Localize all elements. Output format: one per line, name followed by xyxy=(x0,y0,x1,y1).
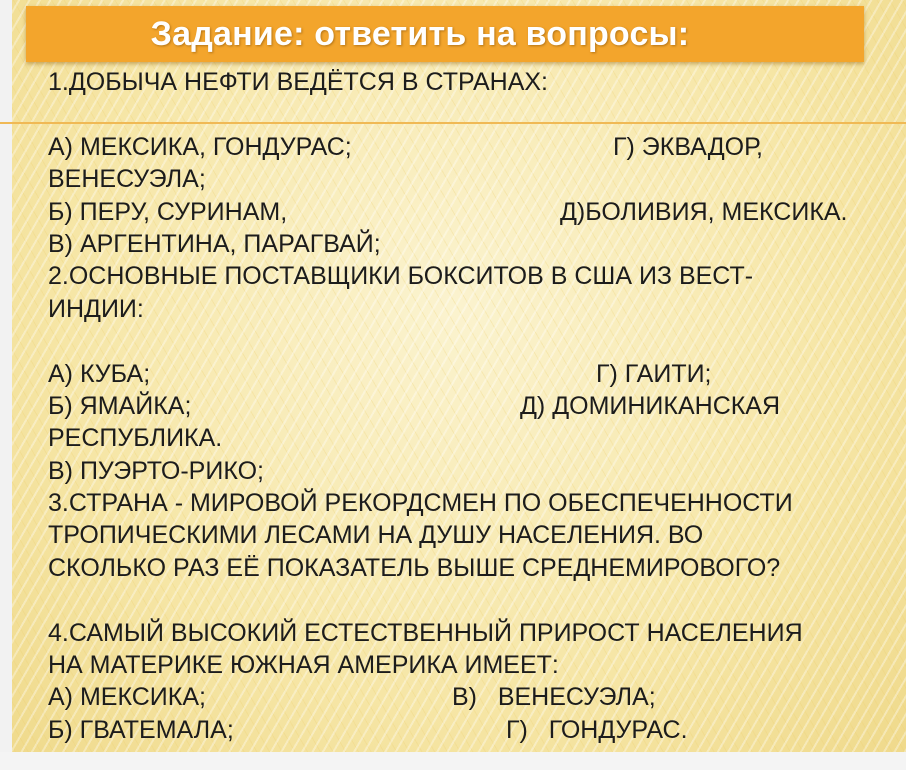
question-3-line-1: 3.СТРАНА - МИРОВОЙ РЕКОРДСМЕН ПО ОБЕСПЕЧЕННОСТИ xyxy=(48,489,793,518)
spacer xyxy=(48,325,878,357)
q2-options-row-2 xyxy=(48,390,878,422)
q2-option-b: Б) ЯМАЙКА; xyxy=(48,391,192,420)
title-banner xyxy=(26,6,864,62)
q1-options-row-1 xyxy=(48,131,878,163)
question-4-line-1: 4.САМЫЙ ВЫСОКИЙ ЕСТЕСТВЕННЫЙ ПРИРОСТ НАСЕЛЕНИЯ xyxy=(48,618,803,647)
q2-option-d: Д) ДОМИНИКАНСКАЯ xyxy=(520,391,781,420)
question-2-line-2: ИНДИИ: xyxy=(48,294,144,323)
q1-options-row-2 xyxy=(48,196,878,228)
q2-options-row-1 xyxy=(48,358,878,390)
question-2-line-1: 2.ОСНОВНЫЕ ПОСТАВЩИКИ БОКСИТОВ В США ИЗ ВЕСТ- xyxy=(48,262,754,291)
spacer xyxy=(48,584,878,616)
q4-option-b: Б) ГВАТЕМАЛА; xyxy=(48,715,234,744)
q2-option-d-continued: РЕСПУБЛИКА. xyxy=(48,424,223,453)
q1-option-v: В) АРГЕНТИНА, ПАРАГВАЙ; xyxy=(48,229,381,258)
q4-options-row-1 xyxy=(48,681,878,713)
q1-option-g-continued: ВЕНЕСУЭЛА; xyxy=(48,165,206,194)
questions-body xyxy=(48,66,878,746)
q1-option-a: А) МЕКСИКА, ГОНДУРАС; xyxy=(48,132,352,161)
q1-option-g: Г) ЭКВАДОР, xyxy=(613,132,763,161)
q2-option-v: В) ПУЭРТО-РИКО; xyxy=(48,456,265,485)
frame-left-border xyxy=(0,0,12,752)
q2-option-g: Г) ГАИТИ; xyxy=(596,359,712,388)
q4-option-g: Г) ГОНДУРАС. xyxy=(506,715,688,744)
slide-title: Задание: ответить на вопросы: xyxy=(150,14,690,53)
spacer xyxy=(48,98,878,130)
question-3-line-2: ТРОПИЧЕСКИМИ ЛЕСАМИ НА ДУШУ НАСЕЛЕНИЯ. ВО xyxy=(48,521,704,550)
q1-option-b: Б) ПЕРУ, СУРИНАМ, xyxy=(48,197,288,226)
q4-option-a: А) МЕКСИКА; xyxy=(48,683,206,712)
frame-bottom-border xyxy=(0,752,906,770)
q2-option-a: А) КУБА; xyxy=(48,359,151,388)
q4-option-v: В) ВЕНЕСУЭЛА; xyxy=(452,683,656,712)
q4-options-row-2 xyxy=(48,714,878,746)
question-1: 1.ДОБЫЧА НЕФТИ ВЕДЁТСЯ В СТРАНАХ: xyxy=(48,68,548,96)
q1-option-d: Д)БОЛИВИЯ, МЕКСИКА. xyxy=(560,197,848,226)
question-3-line-3: СКОЛЬКО РАЗ ЕЁ ПОКАЗАТЕЛЬ ВЫШЕ СРЕДНЕМИРОВОГО? xyxy=(48,553,781,582)
question-4-line-2: НА МАТЕРИКЕ ЮЖНАЯ АМЕРИКА ИМЕЕТ: xyxy=(48,651,559,680)
